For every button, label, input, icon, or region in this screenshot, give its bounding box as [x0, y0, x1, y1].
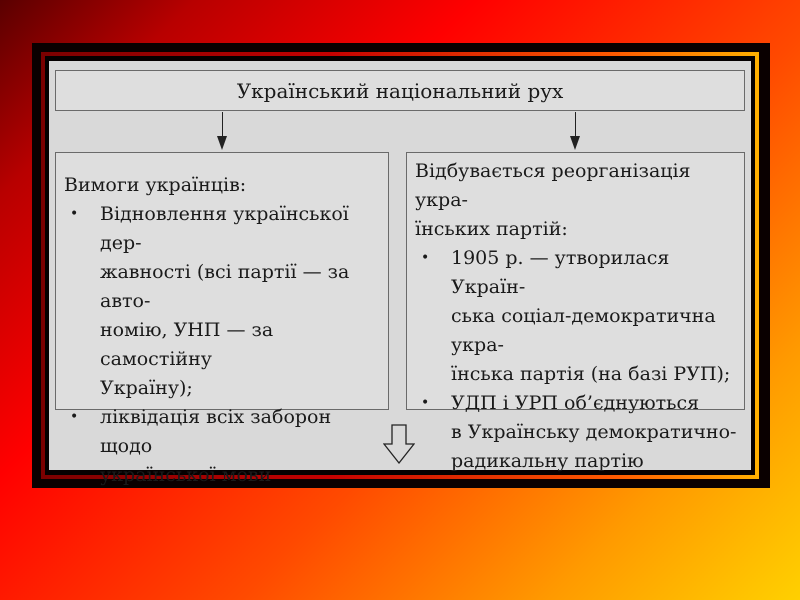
- list-item-line: української мови: [100, 464, 272, 486]
- list-item-line: номію, УНП — за самостійну: [100, 319, 274, 370]
- reorganization-box: [406, 152, 745, 472]
- list-item: [415, 389, 738, 476]
- list-item-line: ліквідація всіх заборон щодо: [100, 406, 332, 457]
- list-item-line: радикальну партію: [451, 450, 644, 472]
- diagram-title: Український національний рух: [236, 78, 564, 103]
- list-item-line: Відновлення української дер-: [100, 203, 349, 254]
- demands-list: [64, 200, 380, 490]
- list-item-line: ська соціал-демократична укра-: [451, 305, 716, 356]
- list-item: [415, 244, 738, 389]
- demands-heading: Вимоги українців:: [64, 174, 247, 196]
- heading-line: Відбувається реорганізація укра-: [415, 160, 691, 211]
- heading-line: їнських партій:: [415, 218, 568, 240]
- bullet-icon: •: [70, 206, 79, 222]
- bullet-icon: •: [421, 395, 430, 411]
- list-item-line: Україну);: [100, 377, 193, 399]
- right-connector-line: [575, 112, 576, 137]
- list-item-line: в Українську демократично-: [451, 421, 737, 443]
- list-item: [64, 200, 380, 403]
- bullet-icon: •: [421, 250, 430, 266]
- list-item-line: жавності (всі партії — за авто-: [100, 261, 350, 312]
- left-arrow-head: [217, 136, 227, 150]
- right-arrow-head: [570, 136, 580, 150]
- down-outline-arrow-icon: [383, 424, 415, 464]
- reorganization-list: [415, 244, 738, 476]
- reorganization-heading: [415, 157, 738, 244]
- list-item-line: їнська партія (на базі РУП);: [451, 363, 731, 385]
- list-item-line: 1905 р. — утворилася Україн-: [451, 247, 670, 298]
- demands-box: [55, 152, 389, 486]
- diagram-title-box: [55, 70, 745, 111]
- bullet-icon: •: [70, 409, 79, 425]
- list-item: [64, 403, 380, 490]
- left-connector-line: [222, 112, 223, 137]
- list-item-line: УДП і УРП об’єднуються: [451, 392, 700, 414]
